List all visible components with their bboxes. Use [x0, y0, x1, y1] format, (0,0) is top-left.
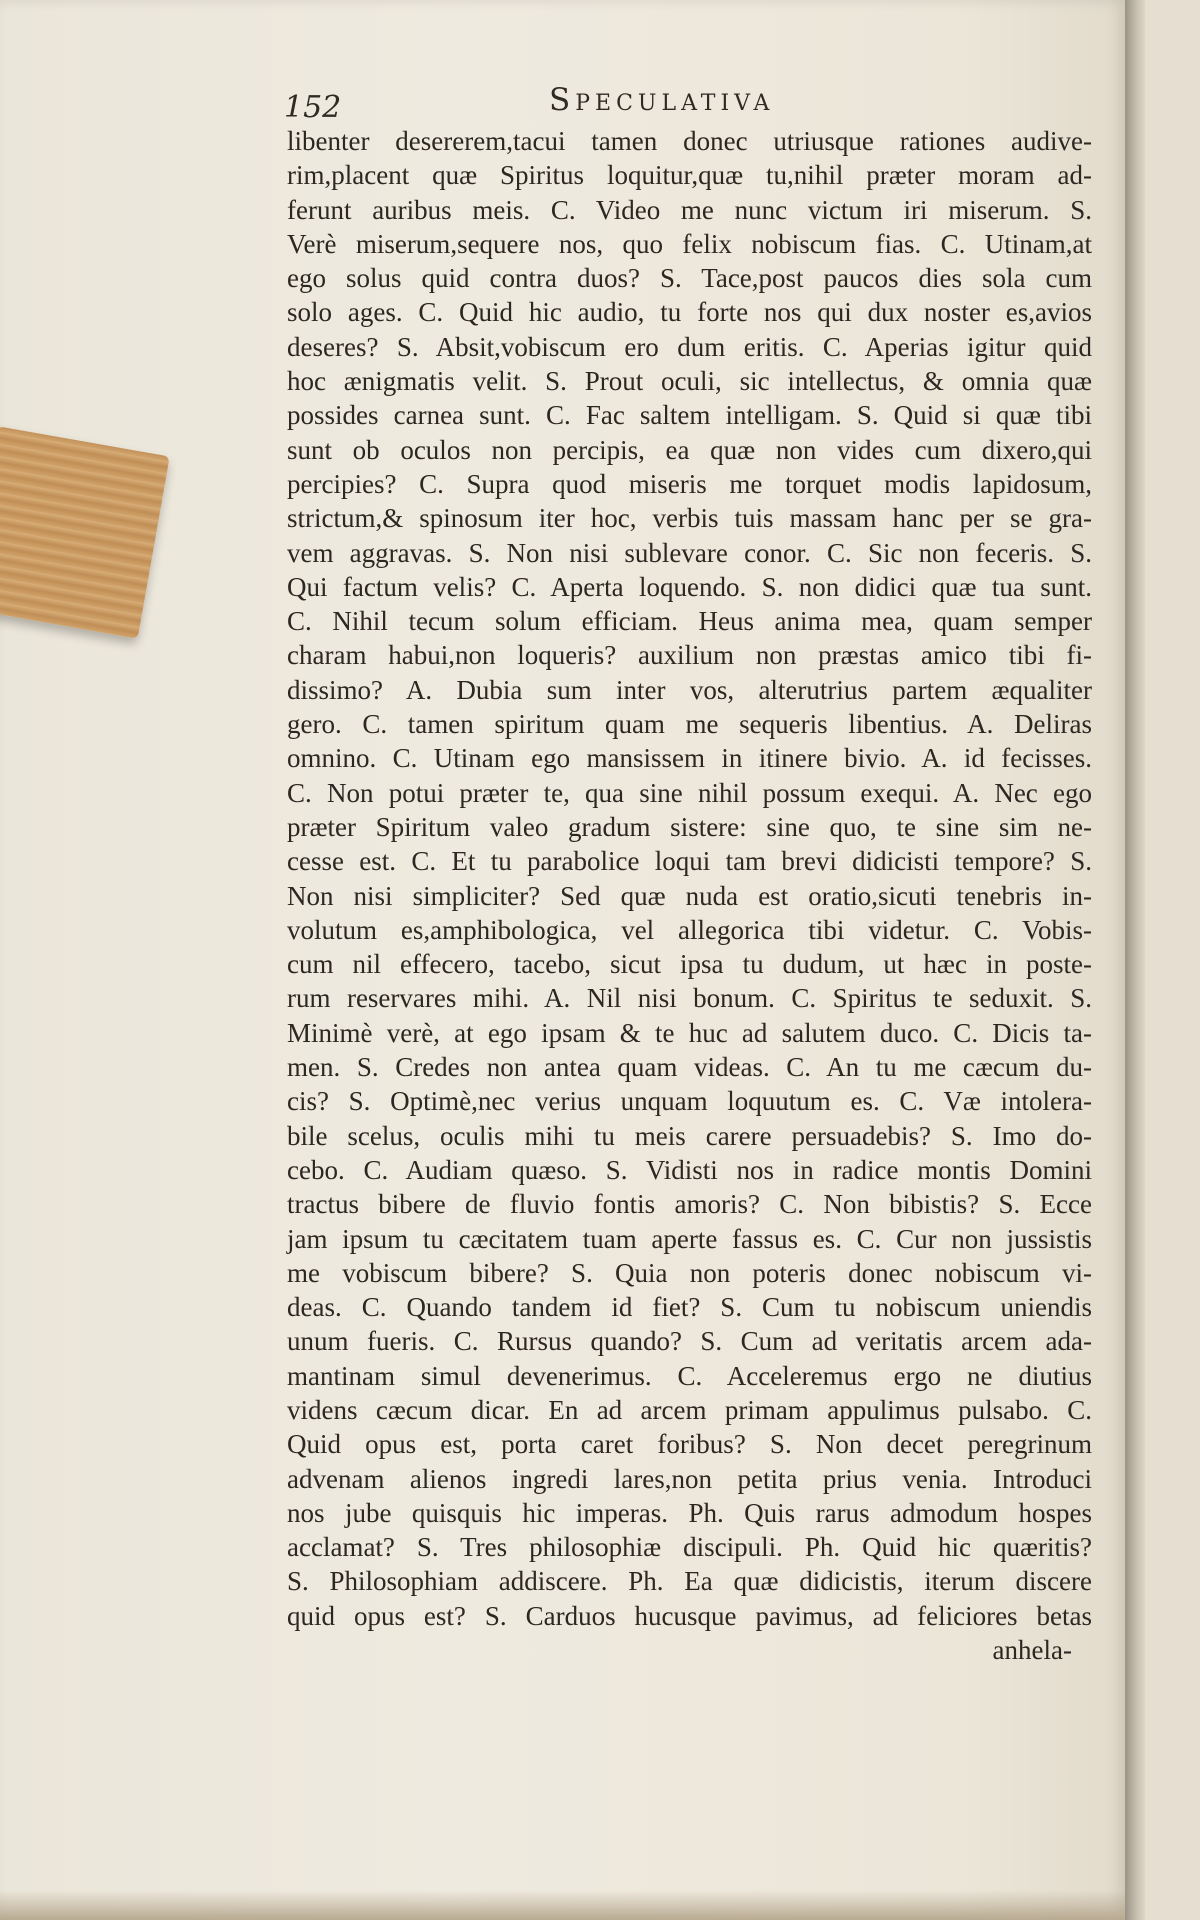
text-line: præter Spiritum valeo gradum sistere: sine quo, te sine sim ne- — [287, 811, 1092, 842]
text-line: advenam alienos ingredi lares,non petita prius venia. Introduci — [287, 1463, 1092, 1494]
text-line: vem aggravas. S. Non nisi sublevare conor. C. Sic non feceris. S. — [287, 537, 1092, 568]
text-line: ego solus quid contra duos? S. Tace,post paucos dies sola cum — [287, 263, 1092, 294]
text-line: cum nil effecero, tacebo, sicut ipsa tu dudum, ut hæc in poste- — [287, 949, 1092, 980]
text-line: jam ipsum tu cæcitatem tuam aperte fassus es. C. Cur non jussistis — [287, 1223, 1092, 1254]
text-line: me vobiscum bibere? S. Quia non poteris donec nobiscum vi- — [287, 1257, 1092, 1288]
text-line: C. Nihil tecum solum efficiam. Heus anima mea, quam semper — [287, 606, 1092, 637]
text-line: solo ages. C. Quid hic audio, tu forte nos qui dux noster es,avios — [287, 297, 1092, 328]
catchword: anhela- — [992, 1635, 1072, 1666]
text-line: charam habui,non loqueris? auxilium non præstas amico tibi fi- — [287, 640, 1092, 671]
page-bottom-edge — [0, 1890, 1125, 1920]
running-title: Speculativa — [549, 82, 775, 118]
text-line: Non nisi simpliciter? Sed quæ nuda est oratio,sicuti tenebris in- — [287, 880, 1092, 911]
text-line: videns cæcum dicar. En ad arcem primam appulimus pulsabo. C. — [287, 1394, 1092, 1425]
text-line: strictum,& spinosum iter hoc, verbis tuis massam hanc per se gra- — [287, 503, 1092, 534]
body-text — [287, 124, 1092, 1667]
text-line: S. Philosophiam addiscere. Ph. Ea quæ didicistis, iterum discere — [287, 1566, 1092, 1597]
text-line: acclamat? S. Tres philosophiæ discipuli. Ph. Quid hic quæritis? — [287, 1532, 1092, 1563]
text-line: Minimè verè, at ego ipsam & te huc ad salutem duco. C. Dicis ta- — [287, 1017, 1092, 1048]
text-line: deseres? S. Absit,vobiscum ero dum eritis. C. Aperias igitur quid — [287, 331, 1092, 362]
text-line: Qui factum velis? C. Aperta loquendo. S. non didici quæ tua sunt. — [287, 571, 1092, 602]
text-line: quid opus est? S. Carduos hucusque pavimus, ad feliciores betas — [287, 1600, 1092, 1631]
text-line: dissimo? A. Dubia sum inter vos, alterutrius partem æqualiter — [287, 674, 1092, 705]
text-line: cis? S. Optimè,nec verius unquam loquutum es. C. Væ intolera- — [287, 1086, 1092, 1117]
text-line: mantinam simul devenerimus. C. Acceleremus ergo ne diutius — [287, 1360, 1092, 1391]
text-line: sunt ob oculos non percipis, ea quæ non vides cum dixero,qui — [287, 434, 1092, 465]
text-line: ferunt auribus meis. C. Video me nunc victum iri miserum. S. — [287, 194, 1092, 225]
text-line: nos jube quisquis hic imperas. Ph. Quis rarus admodum hospes — [287, 1497, 1092, 1528]
text-line: Quid opus est, porta caret foribus? S. Non decet peregrinum — [287, 1429, 1092, 1460]
text-line: tractus bibere de fluvio fontis amoris? C. Non bibistis? S. Ecce — [287, 1189, 1092, 1220]
text-line: deas. C. Quando tandem id fiet? S. Cum tu nobiscum uniendis — [287, 1292, 1092, 1323]
text-line: cesse est. C. Et tu parabolice loqui tam brevi didicisti tempore? S. — [287, 846, 1092, 877]
adjacent-page-edge — [1145, 0, 1200, 1920]
text-line: cebo. C. Audiam quæso. S. Vidisti nos in radice montis Domini — [287, 1154, 1092, 1185]
text-line: C. Non potui præter te, qua sine nihil possum exequi. A. Nec ego — [287, 777, 1092, 808]
text-line: rim,placent quæ Spiritus loquitur,quæ tu,nihil præter moram ad- — [287, 160, 1092, 191]
page-number: 152 — [284, 90, 342, 125]
book-gutter — [1125, 0, 1145, 1920]
text-line: men. S. Credes non antea quam videas. C. An tu me cæcum du- — [287, 1052, 1092, 1083]
text-line: omnino. C. Utinam ego mansissem in itinere bivio. A. id fecisses. — [287, 743, 1092, 774]
text-line: bile scelus, oculis mihi tu meis carere persuadebis? S. Imo do- — [287, 1120, 1092, 1151]
text-line: libenter desererem,tacui tamen donec utriusque rationes audive- — [287, 126, 1092, 156]
page-header — [284, 82, 1074, 125]
text-line: gero. C. tamen spiritum quam me sequeris libentius. A. Deliras — [287, 709, 1092, 740]
text-line: Verè miserum,sequere nos, quo felix nobiscum fias. C. Utinam,at — [287, 228, 1092, 259]
text-line: volutum es,amphibologica, vel allegorica tibi videtur. C. Vobis- — [287, 914, 1092, 945]
text-line: unum fueris. C. Rursus quando? S. Cum ad veritatis arcem ada- — [287, 1326, 1092, 1357]
text-line: possides carnea sunt. C. Fac saltem intelligam. S. Quid si quæ tibi — [287, 400, 1092, 431]
text-line: percipies? C. Supra quod miseris me torquet modis lapidosum, — [287, 468, 1092, 499]
text-line: hoc ænigmatis velit. S. Prout oculi, sic intellectus, & omnia quæ — [287, 366, 1092, 397]
text-line: rum reservares mihi. A. Nil nisi bonum. C. Spiritus te seduxit. S. — [287, 983, 1092, 1014]
